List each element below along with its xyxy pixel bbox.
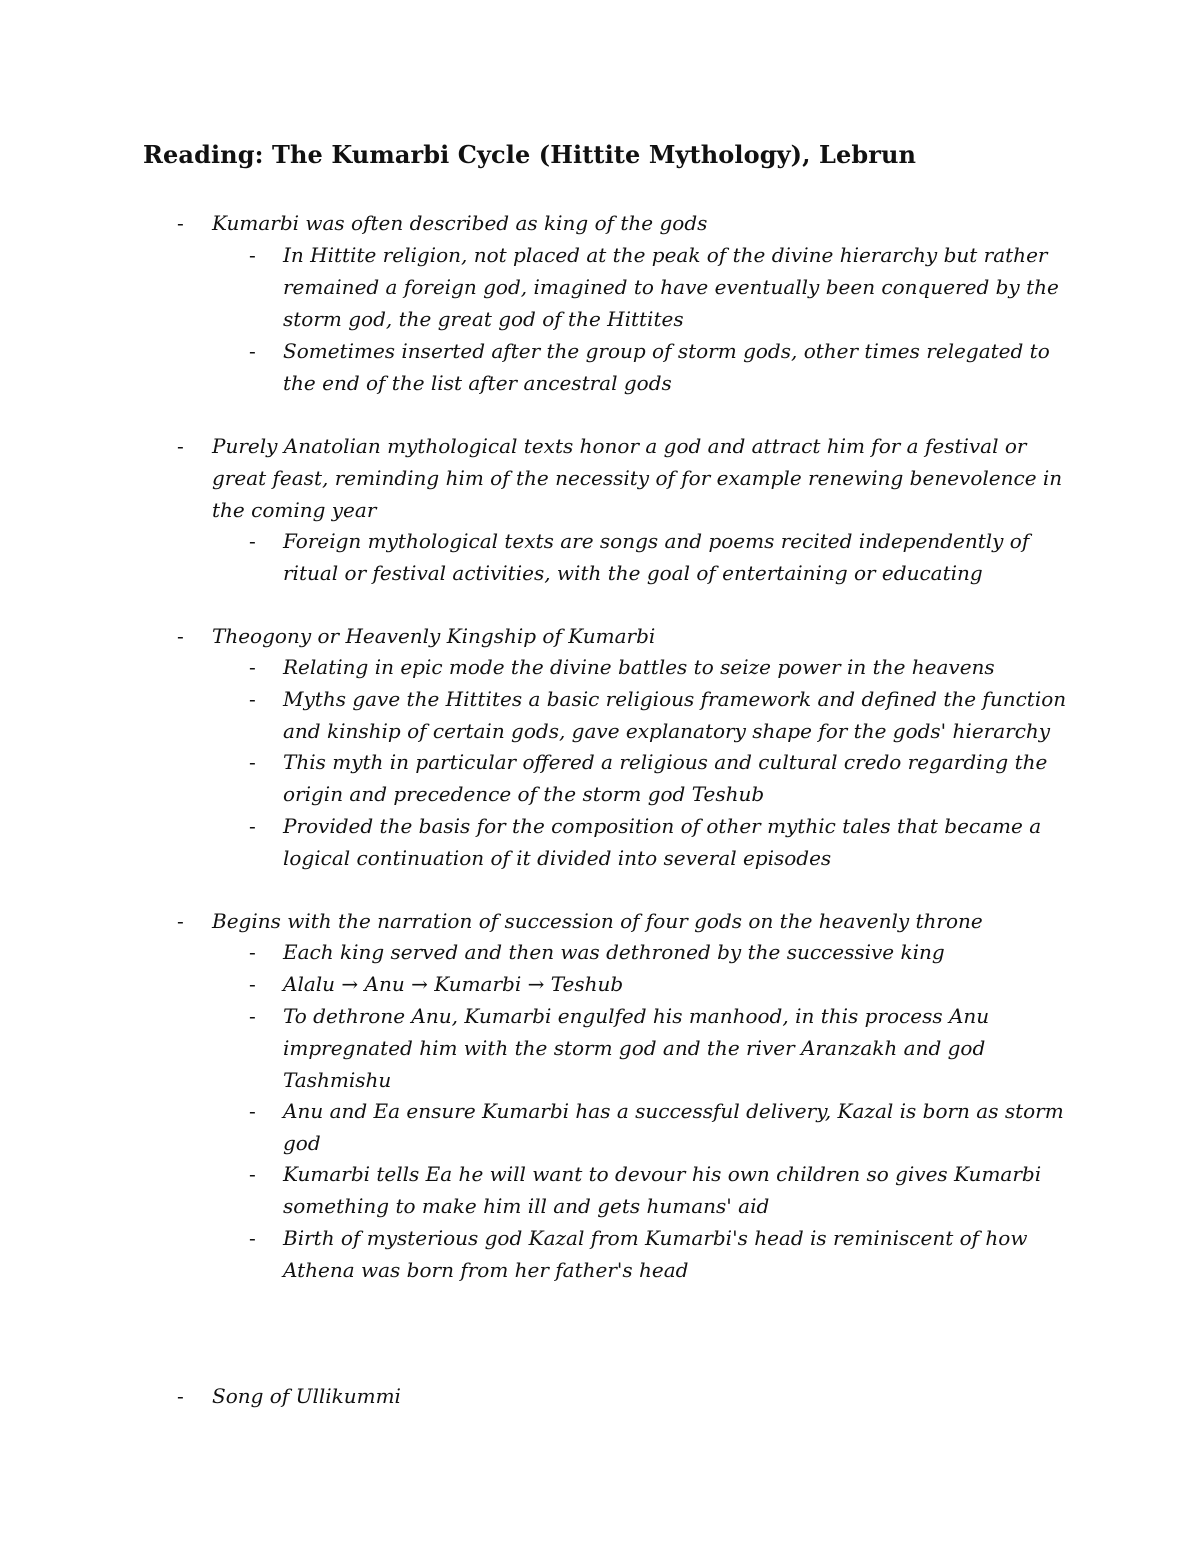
list-item-text: Kumarbi was often described as king of the gods — [212, 211, 708, 235]
list-item — [177, 430, 1072, 526]
list-item-text: Each king served and then was dethroned by the successive king — [283, 940, 945, 964]
list-item-text: Myths gave the Hittites a basic religious framework and defined the function and kinship of certain gods, gave explanatory shape for the gods' hierarchy — [283, 687, 1067, 743]
list-item-text: Relating in epic mode the divine battles to seize power in the heavens — [283, 655, 995, 679]
dash-marker: - — [249, 1162, 256, 1186]
dash-marker: - — [249, 940, 256, 964]
list-item — [249, 1095, 1073, 1159]
list-item — [249, 335, 1073, 399]
dash-marker: - — [249, 687, 256, 711]
dash-marker: - — [177, 624, 184, 648]
list-item — [249, 239, 1073, 335]
dash-marker: - — [249, 814, 256, 838]
list-item-text: Begins with the narration of succession of four gods on the heavenly throne — [212, 909, 983, 933]
list-item-text: Birth of mysterious god Kazal from Kumarbi's head is reminiscent of how Athena was born from her father's head — [283, 1226, 1028, 1282]
list-item-text: Anu and Ea ensure Kumarbi has a successful delivery, Kazal is born as storm god — [283, 1099, 1064, 1155]
list-item-text: Foreign mythological texts are songs and poems recited independently of ritual or festival activities, with the goal of entertaining or educating — [283, 529, 1030, 585]
list-item-text: Kumarbi tells Ea he will want to devour his own children so gives Kumarbi something to make him ill and gets humans' aid — [283, 1162, 1042, 1218]
list-item-text: Provided the basis for the composition of other mythic tales that became a logical continuation of it divided into several episodes — [283, 814, 1042, 870]
list-item — [249, 1158, 1073, 1222]
dash-marker: - — [249, 972, 256, 996]
list-item — [249, 683, 1073, 747]
dash-marker: - — [249, 750, 256, 774]
list-item-text: Alalu → Anu → Kumarbi → Teshub — [283, 972, 624, 996]
list-item-text: Theogony or Heavenly Kingship of Kumarbi — [212, 624, 656, 648]
list-item — [177, 620, 1072, 652]
list-item — [249, 936, 1073, 968]
dash-marker: - — [249, 1226, 256, 1250]
dash-marker: - — [249, 339, 256, 363]
list-item — [249, 1000, 1073, 1096]
list-item — [249, 1222, 1073, 1286]
list-item — [249, 968, 1073, 1000]
list-item — [177, 905, 1072, 937]
list-item — [249, 525, 1073, 589]
list-item-text: To dethrone Anu, Kumarbi engulfed his manhood, in this process Anu impregnated him with the storm god and the river Aranzakh and god Tashmishu — [283, 1004, 990, 1092]
dash-marker: - — [249, 243, 256, 267]
dash-marker: - — [177, 909, 184, 933]
list-item-text: In Hittite religion, not placed at the peak of the divine hierarchy but rather remained a foreign god, imagined to have eventually been conquered by the storm god, the great god of the Hittites — [283, 243, 1059, 331]
list-item — [249, 746, 1073, 810]
dash-marker: - — [249, 529, 256, 553]
dash-marker: - — [177, 211, 184, 235]
dash-marker: - — [177, 1384, 184, 1408]
dash-marker: - — [177, 434, 184, 458]
dash-marker: - — [249, 655, 256, 679]
list-item — [177, 1380, 1072, 1412]
list-item — [249, 810, 1073, 874]
list-item-text: This myth in particular offered a religious and cultural credo regarding the origin and precedence of the storm god Teshub — [283, 750, 1048, 806]
list-item — [177, 207, 1072, 239]
page-title: Reading: The Kumarbi Cycle (Hittite Mythology), Lebrun — [143, 140, 917, 169]
dash-marker: - — [249, 1099, 256, 1123]
list-item-text: Sometimes inserted after the group of storm gods, other times relegated to the end of the list after ancestral gods — [283, 339, 1050, 395]
list-item-text: Song of Ullikummi — [212, 1384, 401, 1408]
list-item-text: Purely Anatolian mythological texts honor a god and attract him for a festival or great feast, reminding him of the necessity of for example renewing benevolence in the coming year — [212, 434, 1063, 522]
list-item — [249, 651, 1073, 683]
dash-marker: - — [249, 1004, 256, 1028]
